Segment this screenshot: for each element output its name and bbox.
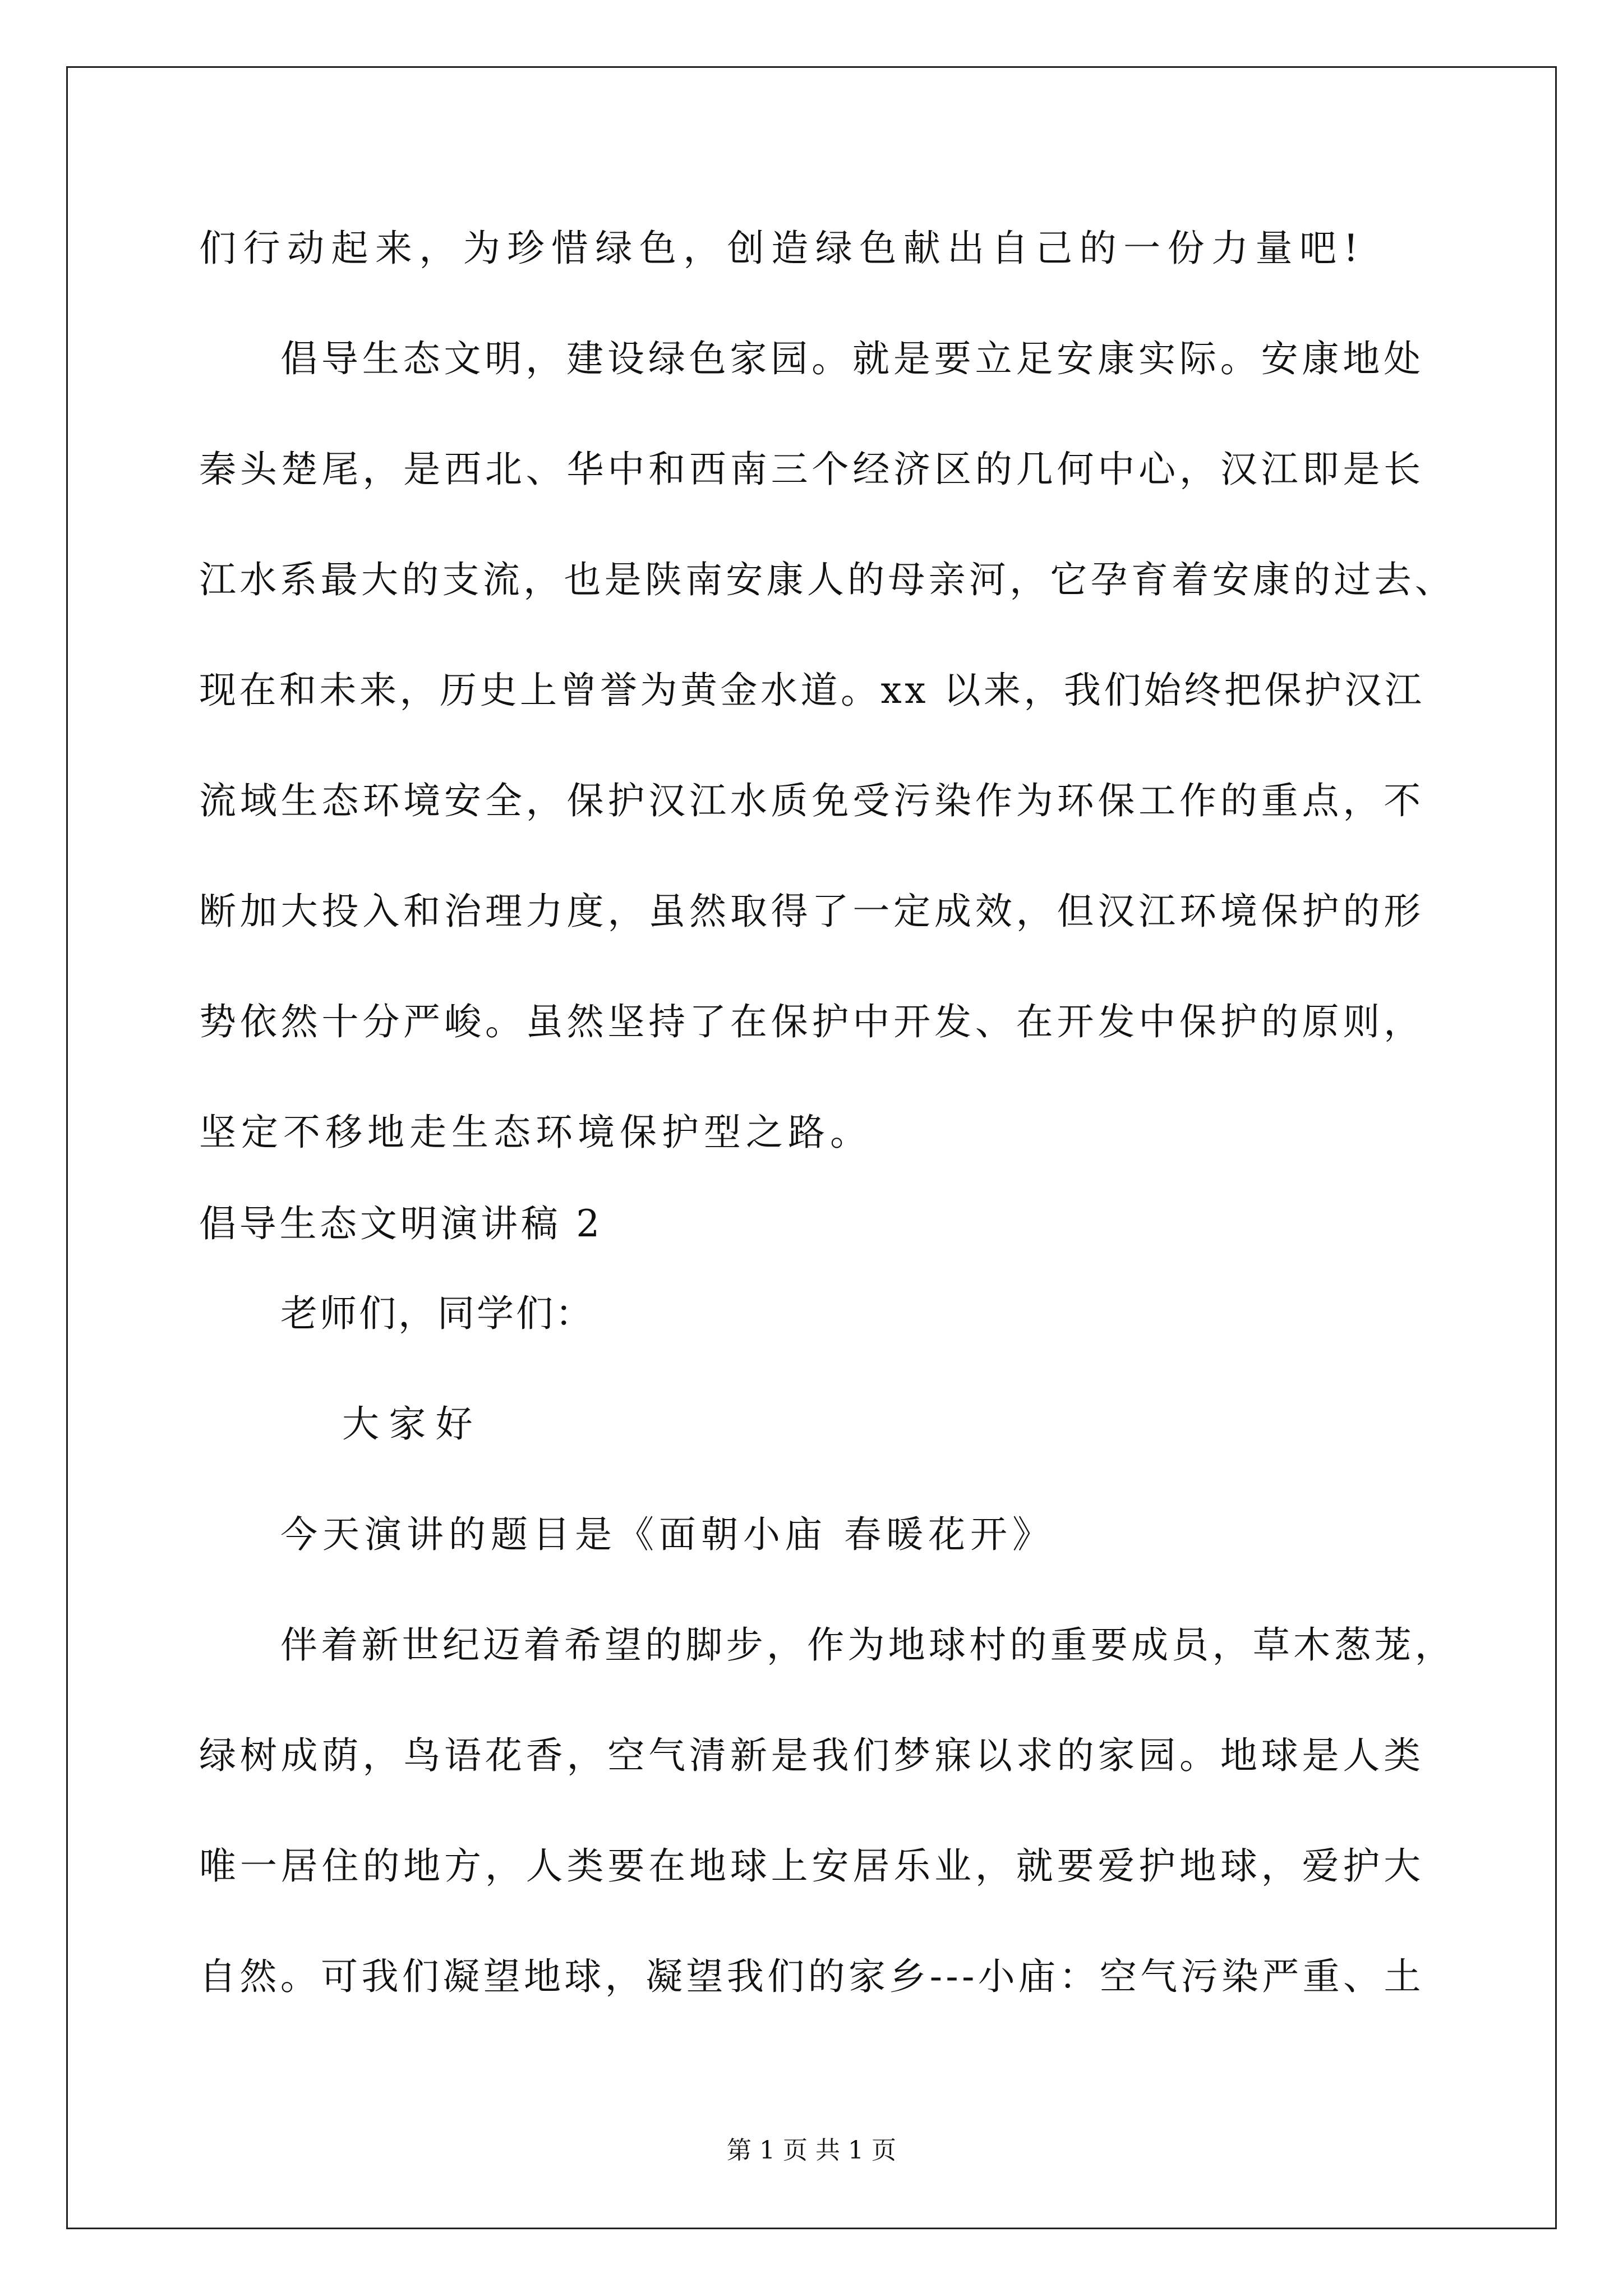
text-line: 现在和未来，历史上曾誉为黄金水道。xx 以来，我们始终把保护汉江 <box>199 669 1425 712</box>
text-line: 坚定不移地走生态环境保护型之路。 <box>199 1111 872 1154</box>
text-line: 势依然十分严峻。虽然坚持了在保护中开发、在开发中保护的原则， <box>199 1000 1424 1043</box>
text-line: 们行动起来，为珍惜绿色，创造绿色献出自己的一份力量吧! <box>199 227 1366 270</box>
page-number: 第 1 页 共 1 页 <box>727 2136 896 2165</box>
text-line: 流域生态环境安全，保护汉江水质免受污染作为环保工作的重点，不 <box>199 779 1424 822</box>
speech-topic: 今天演讲的题目是《面朝小庙 春暖花开》 <box>280 1513 1054 1556</box>
salutation: 老师们，同学们： <box>280 1292 594 1335</box>
text-line: 唯一居住的地方，人类要在地球上安居乐业，就要爱护地球，爱护大 <box>199 1844 1424 1888</box>
paragraph-first-line: 倡导生态文明，建设绿色家园。就是要立足安康实际。安康地处 <box>280 337 1424 380</box>
section-heading: 倡导生态文明演讲稿 2 <box>199 1202 603 1245</box>
greeting: 大家好 <box>342 1402 482 1446</box>
text-line: 绿树成荫，鸟语花香，空气清新是我们梦寐以求的家园。地球是人类 <box>199 1734 1424 1777</box>
text-line: 江水系最大的支流，也是陕南安康人的母亲河，它孕育着安康的过去、 <box>199 558 1455 601</box>
paragraph-first-line: 伴着新世纪迈着希望的脚步，作为地球村的重要成员，草木葱茏， <box>280 1623 1455 1667</box>
text-line: 断加大投入和治理力度，虽然取得了一定成效，但汉江环境保护的形 <box>199 890 1424 933</box>
text-line: 秦头楚尾，是西北、华中和西南三个经济区的几何中心，汉江即是长 <box>199 448 1424 491</box>
text-line: 自然。可我们凝望地球，凝望我们的家乡---小庙：空气污染严重、土 <box>199 1955 1424 1998</box>
